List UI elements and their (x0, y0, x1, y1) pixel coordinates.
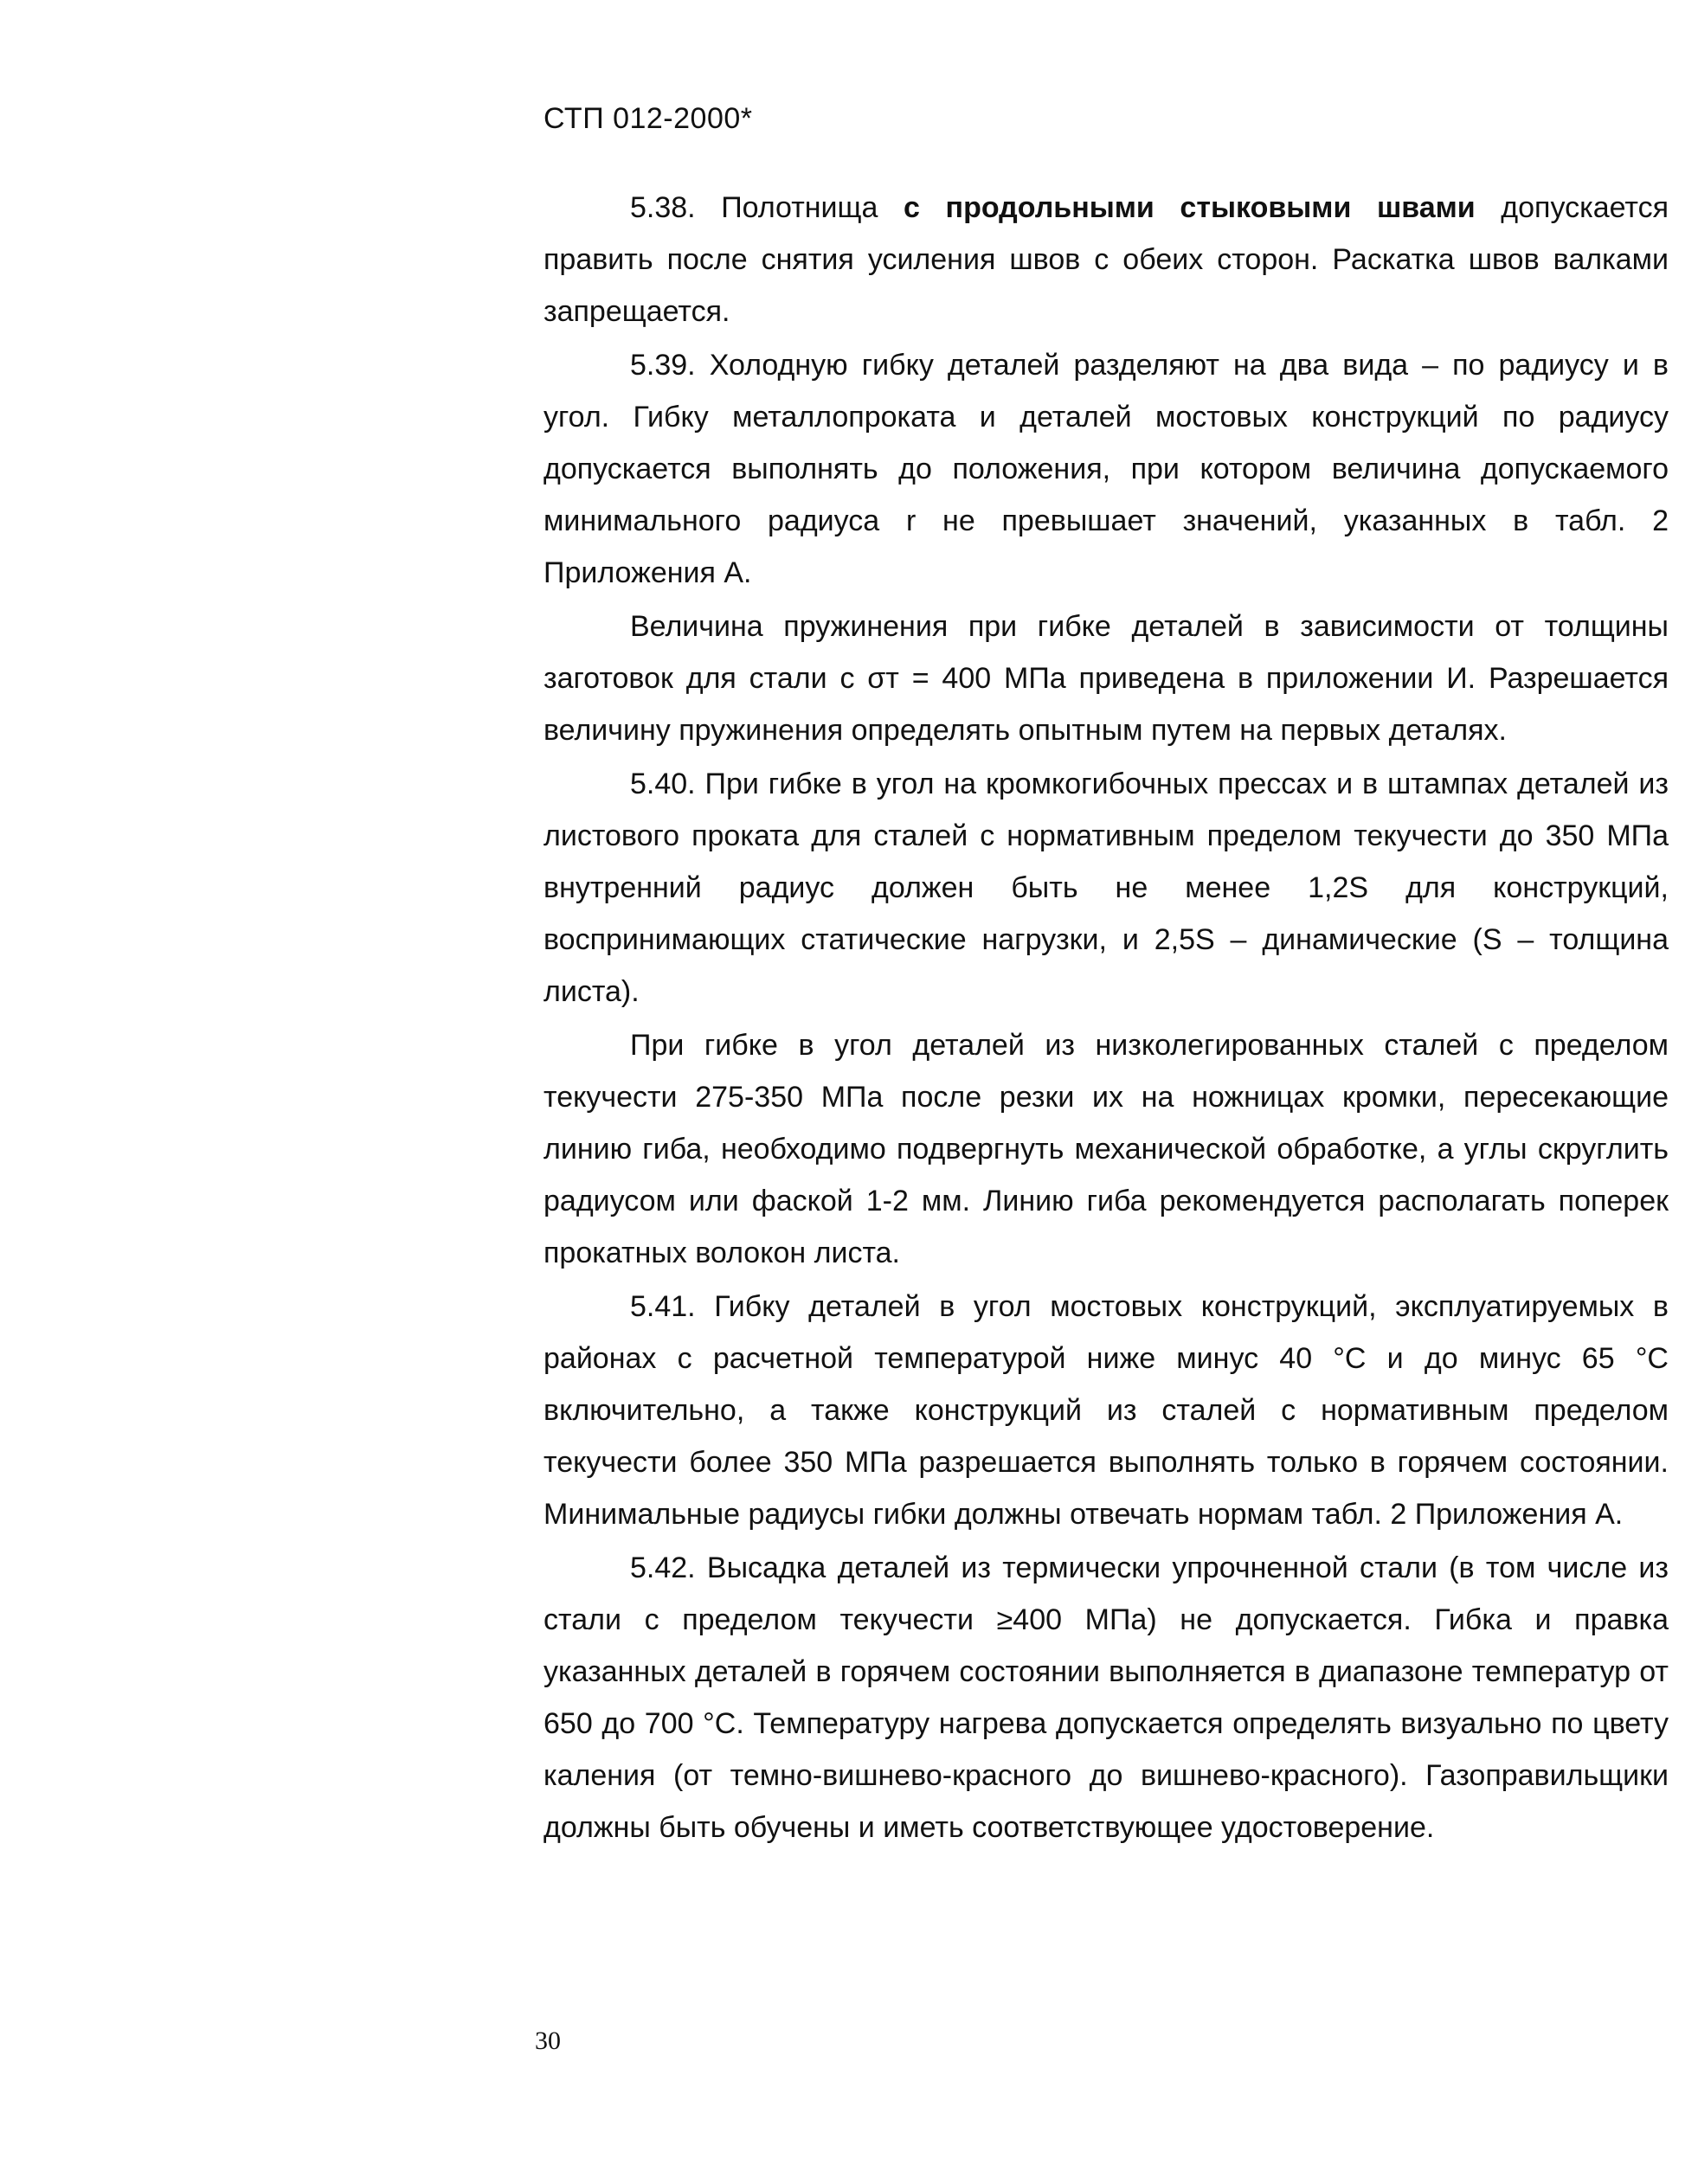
paragraph-5-38-bold: с продольными стыковыми швами (904, 191, 1476, 224)
paragraph-5-40-low-alloy: При гибке в угол деталей из низколегированных сталей с пределом текучести 275-350 МПа после резки их на ножницах кромки, пересекающие линию гиба, необходимо подвергнуть механической обработке, а углы скруглить радиусом или фаской 1-2 мм. Линию гиба рекомендуется располагать поперек прокатных волокон листа. (543, 1029, 1669, 1269)
paragraph-5-38-end: допускается править после снятия усиления швов с обеих сторон. Раскатка швов валками запрещается. (543, 191, 1669, 328)
paragraph-5-42: 5.42. Высадка деталей из термически упрочненной стали (в том числе из стали с пределом текучести ≥400 МПа) не допускается. Гибка и правка указанных деталей в горячем состоянии выполняется в диапазоне температур от 650 до 700 °С. Температуру нагрева допускается определять визуально по цвету каления (от темно-вишнево-красного до вишнево-красного). Газоправильщики должны быть обучены и иметь соответствующее удостоверение. (543, 1551, 1669, 1844)
paragraph-5-40: 5.40. При гибке в угол на кромкогибочных прессах и в штампах деталей из листового проката для сталей с нормативным пределом текучести до 350 МПа внутренний радиус должен быть не менее 1,2S для конструкций, воспринимающих статические нагрузки, и 2,5S – динамические (S – толщина листа). (543, 768, 1669, 1008)
paragraph-5-39: 5.39. Холодную гибку деталей разделяют на два вида – по радиусу и в угол. Гибку металлопроката и деталей мостовых конструкций по радиусу допускается выполнять до положения, при котором величина допускаемого минимального радиуса r не превышает значений, указанных в табл. 2 Приложения А. (543, 349, 1669, 589)
page-number: 30 (535, 2027, 561, 2055)
document-code: СТП 012-2000* (543, 102, 753, 135)
paragraph-5-38 (543, 182, 1669, 337)
paragraph-5-41: 5.41. Гибку деталей в угол мостовых конструкций, эксплуатируемых в районах с расчетной температурой ниже минус 40 °С и до минус 65 °С включительно, а также конструкций из сталей с нормативным пределом текучести более 350 МПа разрешается выполнять только в горячем состоянии. Минимальные радиусы гибки должны отвечать нормам табл. 2 Приложения А. (543, 1290, 1669, 1531)
document-body (543, 182, 1669, 1853)
paragraph-5-38-start: 5.38. Полотнища (630, 191, 904, 224)
paragraph-5-39-springback: Величина пружинения при гибке деталей в зависимости от толщины заготовок для стали с σт = 400 МПа приведена в приложении И. Разрешается величину пружинения определять опытным путем на первых деталях. (543, 610, 1669, 747)
